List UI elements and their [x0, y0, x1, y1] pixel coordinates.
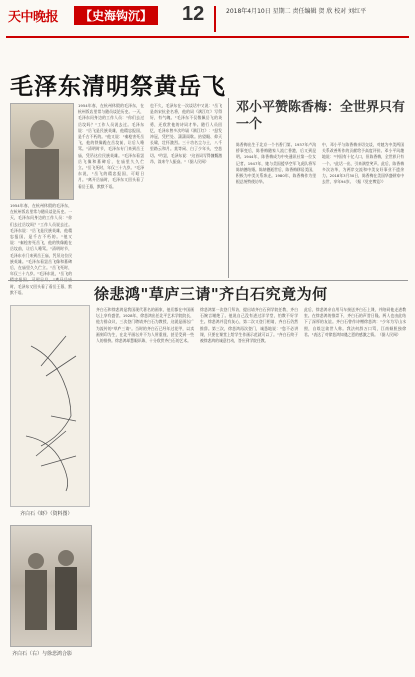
article1-col1: 1954年春，在杭州休假的毛泽东，在杭州饭店里常与随员谈论历史。一天，毛泽东问身边的工作人员："你们去过岳坟吗？"工作人员说去过。毛泽东说："岳飞是民族英雄，他精忠报国，是千古不朽的。"他又说："秦桧害死岳飞，他的铁像跪在岳坟前，让后人唾骂。"清明时节，毛泽东专门来到岳王庙，凭吊这位民族英雄。"毛泽东看罢岳飞像和墓碑后，在庙里久久伫立。"岳飞死时，年仅三十九岁。"毛泽东说，"岳飞的精忠报国，可昭日月。"离开岳庙时，毛泽东又回头看了看岳王墓，默默不语。 [78, 103, 144, 189]
article2-col1: 陈香梅出生于北京一个书香门第。1937年卢沟桥事变后，陈香梅随家人流亡香港，后又到昆明。1944年，陈香梅成为中央通讯社第一位女记者。1947年，她与美国援华空军飞虎队将军陈纳德结婚。陈纳德逝世后，陈香梅移居美国，积极为中美关系奔走。1980年，陈香梅作为里根总统特使访华。 [236, 142, 316, 185]
page-number: 12 [182, 3, 205, 25]
section-rule [8, 280, 408, 281]
article1-col1-tail: 1954年春，在杭州休假的毛泽东，在杭州饭店里常与随员谈论历史。一天，毛泽东问身边的工作人员："你们去过岳坟吗？"工作人员说去过。毛泽东说："岳飞是民族英雄，他精忠报国，是千古不朽的。"他又说："秦桧害死岳飞，他的铁像跪在岳坟前，让后人唾骂。"清明时节，毛泽东专门来到岳王庙，凭吊这位民族英雄。"毛泽东看罢岳飞像和墓碑后，在庙里久久伫立。"岳飞死时，年仅三十九岁。"毛泽东说，"岳飞的 时，毛泽东又回头看了看岳王墓，默默不语。 [10, 203, 72, 295]
article3-col2: 徐悲鸿第一次登门拜访，提出请齐白石到学院任教，齐白石婉言谢绝了。他说自己没有进过洋学堂，怕教不好学生。徐悲鸿并没有灰心，第二次又登门相请，齐白石仍然推辞。第三次，徐悲鸿再次登门，诚恳地说："您不必讲课，只要在课堂上给学生作画示范就可以了。"齐白石终于被徐悲鸿的诚意打动，答应到学院任教。 [200, 307, 298, 344]
column-divider [228, 98, 229, 278]
article2-col2: 中，邓小平与陈香梅亲切交谈，对她为中美两国关系改善所作的贡献给予高度评价。邓小平风趣地说："中国有十亿人口，但陈香梅，全世界只有一个。"此话一出，引来满堂笑声。此后，陈香梅多次访华，为两岸交流和中美友好事业不遗余力。2018年3月30日，陈香梅在美国华盛顿家中去世，享年94岁。（据《党史博览》） [322, 142, 404, 185]
shrimp-painting [10, 305, 90, 507]
article3-col3: 此后，徐悲鸿亲自用马车接送齐白石上课，并陪同他走进教室。在徐悲鸿的推崇下，齐白石的声誉日隆。两人也由此结下了深厚的友谊。齐白石曾作诗赠徐悲鸿："少年为写山水照，自娱岂欲世人称。我法何辞万口骂，江南倾胆独徐君。"表达了对徐悲鸿知遇之恩的感激之情。（据人民网） [304, 307, 406, 337]
article-headline-xu: 徐悲鸿"草庐三请"齐白石究竟为何 [94, 285, 328, 303]
portrait-photo [10, 103, 74, 200]
photo2-caption: 齐白石（右）与徐悲鸿合影 [12, 651, 73, 657]
article1-col2: 也不久，毛泽东在一次谈话中又说："岳飞是南宋抗金名将，他的词《满江红》写得好，有气魄。"毛泽东不仅敬佩岳飞的英勇，还欣赏他的诗词才华。随行人员回忆，毛泽东曾多次吟诵《满江红》："怒发冲冠，凭栏处、潇潇雨歇。抬望眼、仰天长啸，壮怀激烈。三十功名尘与土，八千里路云和月。莫等闲、白了少年头，空悲切。"吟罢，毛泽东说："这首词写得慷慨激昂，读来令人振奋。"（据人民网） [150, 103, 222, 164]
masthead-logo: 天中晚报 [8, 10, 59, 25]
dateline: 2018年4月10日 星期二 责任编辑 贺 欣 校对 刘红平 [226, 8, 367, 15]
historical-photo [10, 525, 92, 647]
photo1-caption: 齐白石《虾》（资料图） [20, 511, 73, 517]
section-tag: 【史海钩沉】 [74, 6, 158, 25]
article3-col1: 齐白石和徐悲鸿是我国现代著名的画家，他们都在中国画坛上享有盛誉。1928年，徐悲鸿出任北平艺术学院院长，他力排众议，三次登门聘请齐白石为教授，这就是画坛广为流传的"草庐三请"。当时的齐白石已经年过花甲，以卖画刻印为生，在北平画坛并不为人所重视，甚至受到一些人的排挤。徐悲鸿却慧眼识珠，十分欣赏齐白石的艺术。 [96, 307, 194, 344]
article-headline-deng: 邓小平赞陈香梅：全世界只有一个 [236, 100, 406, 132]
header-divider [214, 6, 216, 32]
header-rule [6, 36, 409, 38]
article-headline-mao: 毛泽东清明祭黄岳飞 [10, 73, 226, 100]
